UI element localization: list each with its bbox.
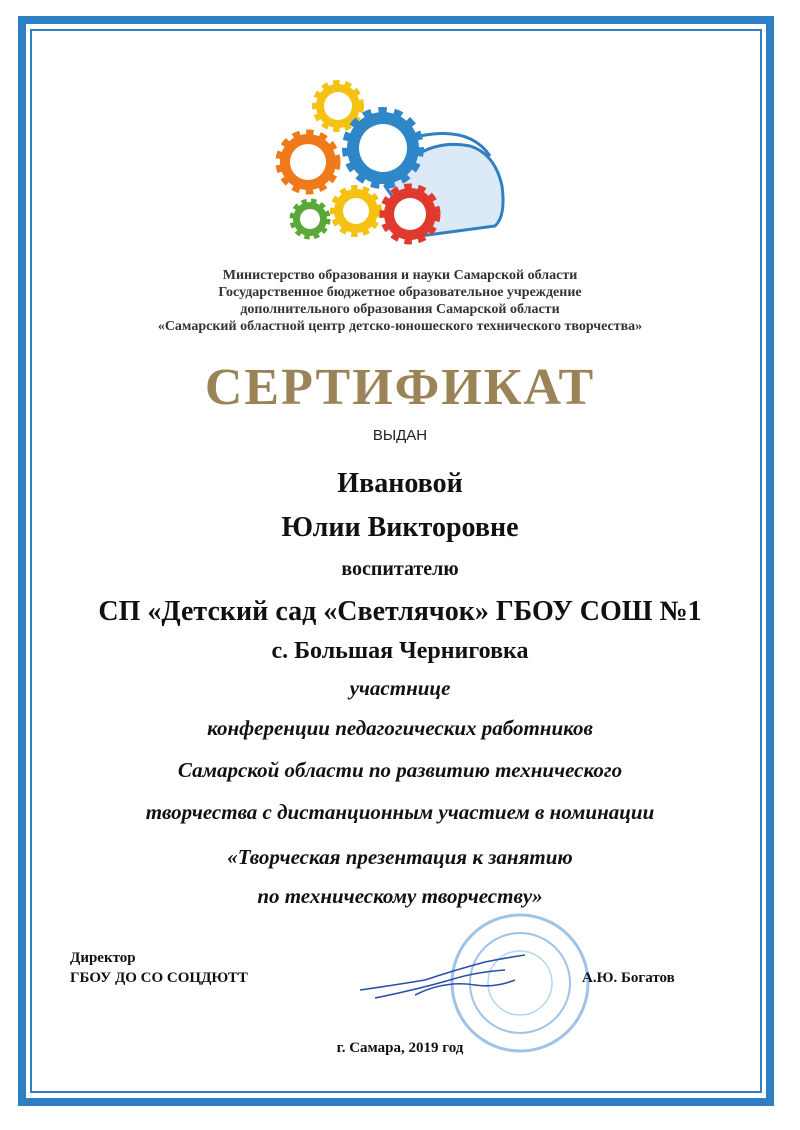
- header-line: Государственное бюджетное образовательное учреждение: [218, 285, 582, 300]
- institution-label: ГБОУ ДО СО СОЦДЮТТ: [70, 970, 248, 986]
- header-line: дополнительного образования Самарской области: [240, 302, 560, 317]
- organization-header: [0, 267, 800, 335]
- director-label: Директор: [70, 950, 136, 966]
- header-line: Министерство образования и науки Самарской области: [222, 268, 578, 283]
- signatory-title: [70, 948, 248, 988]
- signatory-name: А.Ю. Богатов: [582, 970, 675, 986]
- description-line: творчества с дистанционным участием в номинации: [145, 800, 655, 824]
- certificate-title: СЕРТИФИКАТ: [204, 359, 596, 416]
- location-line: с. Большая Черниговка: [271, 638, 529, 664]
- description-line: конференции педагогических работников: [207, 716, 593, 740]
- place-date: г. Самара, 2019 год: [336, 1040, 464, 1056]
- description-line: «Творческая презентация к занятию: [227, 845, 573, 869]
- participant-role: участнице: [349, 676, 451, 700]
- recipient-position: воспитателю: [341, 558, 459, 580]
- description-line: Самарской области по развитию технического: [177, 758, 623, 782]
- handwritten-signature-icon: [355, 950, 535, 1010]
- gears-logo-icon: [270, 76, 520, 248]
- organization-line: СП «Детский сад «Светлячок» ГБОУ СОШ №1: [98, 596, 702, 627]
- description-line: по техническому творчеству»: [257, 884, 543, 908]
- recipient-name: Юлии Викторовне: [281, 512, 519, 543]
- issued-label: ВЫДАН: [372, 427, 428, 444]
- recipient-surname: Ивановой: [337, 468, 463, 499]
- header-line: «Самарский областной центр детско-юношеского технического творчества»: [157, 319, 643, 334]
